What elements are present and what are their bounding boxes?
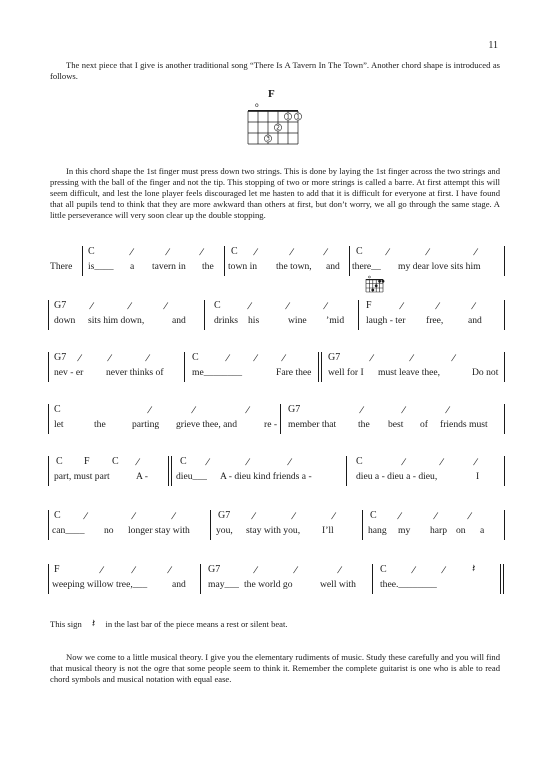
- chord-symbol: C: [54, 404, 61, 415]
- chord-symbol: C: [192, 352, 199, 363]
- chord-symbol: C: [231, 246, 238, 257]
- score-line-2: G7 C F / / / / / / / / / down sits him down, and drinks his wine ’mid laugh - ter free, and: [48, 300, 508, 336]
- chord-symbol: C: [356, 246, 363, 257]
- rest-sign-icon: 𝄽: [91, 618, 96, 630]
- chord-symbol: G7: [54, 352, 67, 363]
- small-f-chord-icon: [364, 275, 386, 295]
- chord-symbol: C: [112, 456, 119, 467]
- explanation-paragraph: In this chord shape the 1st finger must press down two strings. This is done by laying the 1st finger across the two strings and pressing with the ball of the finger and not the tip. This stopping of two or more strings is called a barre. At first attempt this will seem difficult, and lest the lone player feels discouraged let me hasten to add that it is difficult for everyone at first. I have found that all pupils tend to think that they are more awkward than others at first, but don’t worry, we all go through the same stage. A little perseverance will very soon clear up the double stopping.: [50, 166, 500, 220]
- finger-1-b: 1: [296, 113, 300, 121]
- chord-symbol: C: [56, 456, 63, 467]
- finger-3: 3: [266, 135, 270, 143]
- intro-paragraph: The next piece that I give is another traditional song “There Is A Tavern In The Town”. Another chord shape is introduced as follows.: [50, 60, 500, 81]
- chord-symbol: C: [356, 456, 363, 467]
- chord-symbol: F: [84, 456, 90, 467]
- chord-symbol: C: [380, 564, 387, 575]
- chord-symbol: C: [214, 300, 221, 311]
- open-string-marker: o: [255, 102, 259, 109]
- chord-symbol: G7: [208, 564, 221, 575]
- score-line-6: C G7 C / / / / / / / / / can____ no longer stay with you, stay with you, I’ll hang my harp on a: [48, 510, 508, 546]
- closing-paragraph: Now we come to a little musical theory. I give you the elementary rudiments of music. Study these carefully and you will find that musical theory is not the ogre that some people seem to think it. Remember the complete guitarist is one who is able to read chord symbols and musical notation with equal ease.: [50, 652, 500, 684]
- score-line-5: C F C C C / / / / / / / part, must part A - dieu___ A - dieu kind friends a - dieu a - dieu a - dieu, I: [48, 456, 508, 492]
- chord-symbol: G7: [328, 352, 341, 363]
- chord-symbol: C: [370, 510, 377, 521]
- finger-2: 2: [276, 124, 280, 132]
- chord-symbol: C: [180, 456, 187, 467]
- chord-grid: [244, 100, 304, 150]
- page-number: 11: [488, 40, 498, 51]
- score-line-4: C G7 / / / / / / let the parting grieve thee, and re - member that the best of friends must: [48, 404, 508, 440]
- score-line-7: F G7 C / / / / / / / / 𝄽 weeping willow tree,___ and may___ the world go well with thee.________: [48, 564, 508, 600]
- f-chord-diagram: [244, 88, 304, 148]
- score-line-1: C C C / / / / / / / / / There is____ a tavern in the town in the town, and there__ my dear love sits him: [48, 246, 508, 282]
- score-line-3: G7 C G7 / / / / / / / / / nev - er never thinks of me________ Fare thee well for I must leave thee, Do not: [48, 352, 508, 388]
- chord-symbol: C: [54, 510, 61, 521]
- chord-symbol: G7: [288, 404, 301, 415]
- rest-sign-explanation: This sign 𝄽 in the last bar of the piece means a rest or silent beat.: [50, 618, 288, 630]
- rest-sign-icon: 𝄽: [472, 563, 476, 575]
- chord-symbol: G7: [218, 510, 231, 521]
- chord-symbol: F: [366, 300, 372, 311]
- chord-diagram-title: F: [268, 88, 275, 100]
- finger-1-a: 1: [286, 113, 290, 121]
- chord-symbol: G7: [54, 300, 67, 311]
- chord-symbol: F: [54, 564, 60, 575]
- chord-symbol: C: [88, 246, 95, 257]
